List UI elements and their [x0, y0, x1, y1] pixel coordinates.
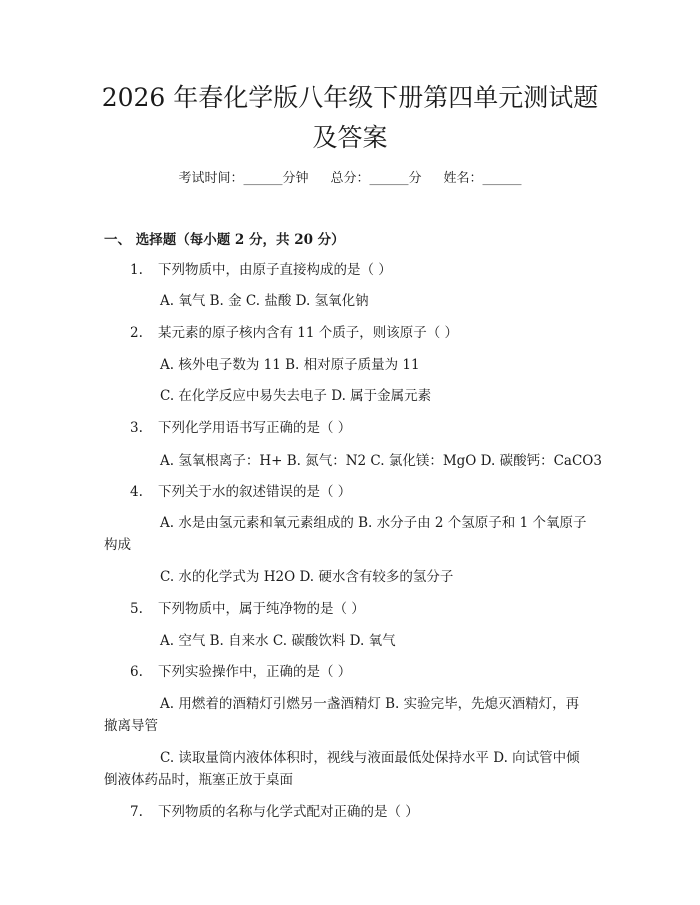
question-4-options-line-1: A. 水是由氢元素和氧元素组成的 B. 水分子由 2 个氢原子和 1 个氧原子 [160, 515, 587, 531]
question-number: 2. [130, 325, 143, 341]
question-4 [130, 482, 351, 502]
exam-name: 姓名：______ [443, 171, 522, 186]
question-number: 1. [130, 262, 143, 278]
question-1-options: A. 氧气 B. 金 C. 盐酸 D. 氢氧化钠 [160, 293, 369, 309]
question-number: 4. [130, 484, 143, 500]
question-2-options-line-2: C. 在化学反应中易失去电子 D. 属于金属元素 [160, 388, 432, 404]
exam-total-score: 总分：______分 [330, 171, 422, 186]
question-4-options-wrap: 构成 [104, 537, 131, 553]
question-number: 7. [130, 804, 143, 820]
question-stem: 下列实验操作中，正确的是（ ） [158, 664, 352, 680]
question-3 [130, 418, 351, 438]
question-stem: 下列化学用语书写正确的是（ ） [158, 420, 352, 436]
question-5-options: A. 空气 B. 自来水 C. 碳酸饮料 D. 氧气 [160, 633, 396, 649]
title-line-1: 2026 年春化学版八年级下册第四单元测试题 [101, 83, 599, 112]
title-line-2: 及答案 [312, 123, 388, 152]
question-stem: 下列物质中，属于纯净物的是（ ） [158, 601, 365, 617]
question-6-options-wrap-1: 撤离导管 [104, 718, 158, 734]
question-2 [130, 323, 458, 343]
question-stem: 某元素的原子核内含有 11 个质子，则该原子（ ） [158, 325, 459, 341]
question-4-options-line-2: C. 水的化学式为 H2O D. 硬水含有较多的氢分子 [160, 569, 454, 585]
question-5 [130, 599, 365, 619]
question-7 [130, 802, 419, 822]
question-6-options-line-2: C. 读取量筒内液体体积时，视线与液面最低处保持水平 D. 向试管中倾 [160, 750, 580, 766]
question-stem: 下列物质的名称与化学式配对正确的是（ ） [158, 804, 419, 820]
question-6-options-wrap-2: 倒液体药品时，瓶塞正放于桌面 [104, 772, 293, 788]
exam-time: 考试时间：______分钟 [178, 171, 309, 186]
question-6-options-line-1: A. 用燃着的酒精灯引燃另一盏酒精灯 B. 实验完毕，先熄灭酒精灯，再 [160, 696, 580, 712]
question-6 [130, 662, 351, 682]
question-stem: 下列物质中，由原子直接构成的是（ ） [158, 262, 392, 278]
question-3-options: A. 氢氧根离子：H+ B. 氮气：N2 C. 氯化镁：MgO D. 碳酸钙：CaCO3 [160, 453, 602, 469]
question-2-options-line-1: A. 核外电子数为 11 B. 相对原子质量为 11 [160, 357, 420, 373]
question-number: 6. [130, 664, 143, 680]
exam-meta [0, 169, 700, 189]
question-1 [130, 260, 392, 280]
question-stem: 下列关于水的叙述错误的是（ ） [158, 484, 352, 500]
question-number: 5. [130, 601, 143, 617]
question-number: 3. [130, 420, 143, 436]
document-title [60, 78, 640, 158]
section-heading: 一、 选择题（每小题 2 分，共 20 分） [104, 232, 345, 248]
